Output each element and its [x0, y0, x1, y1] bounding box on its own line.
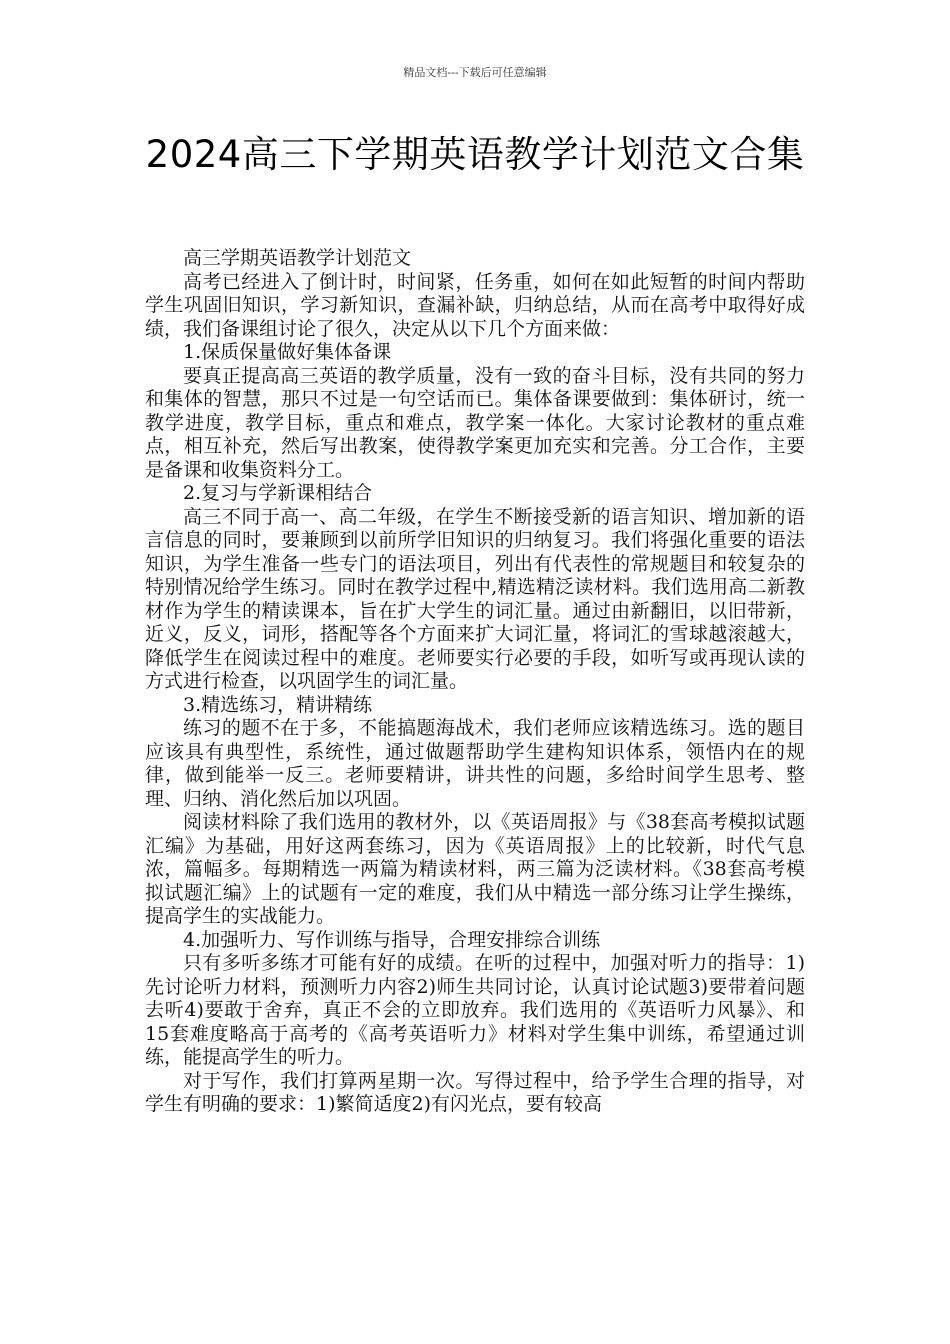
body-paragraph: 高三不同于高一、高二年级，在学生不断接受新的语言知识、增加新的语言信息的同时，要兼顾到以前所学旧知识的归纳复习。我们将强化重要的语法知识，为学生准备一些专门的语法项目，列出有代表性的常规题目和较复杂的特别情况给学生练习。同时在教学过程中,精选精泛读材料。我们选用高二新教材作为学生的精读课本，旨在扩大学生的词汇量。通过由新翻旧，以旧带新，近义，反义，词形，搭配等各个方面来扩大词汇量，将词汇的雪球越滚越大，降低学生在阅读过程中的难度。老师要实行必要的手段，如听写或再现认读的方式进行检查，以巩固学生的词汇量。 — [145, 505, 805, 692]
section-heading: 3.精选练习，精讲精练 — [183, 693, 373, 716]
body-paragraph: 阅读材料除了我们选用的教材外，以《英语周报》与《38套高考模拟试题汇编》为基础，用好这两套练习，因为《英语周报》上的比较新，时代气息浓，篇幅多。每期精选一两篇为精读材料，两三篇为泛读材料。《38套高考模拟试题汇编》上的试题有一定的难度，我们从中精选一部分练习让学生操练，提高学生的实战能力。 — [145, 811, 805, 927]
body-paragraph: 对于写作，我们打算两星期一次。写得过程中，给予学生合理的指导，对学生有明确的要求：1)繁简适度2)有闪光点，要有较高 — [145, 1069, 805, 1115]
body-paragraph: 练习的题不在于多，不能搞题海战术，我们老师应该精选练习。选的题目应该具有典型性，系统性，通过做题帮助学生建构知识体系，领悟内在的规律，做到能举一反三。老师要精讲，讲共性的问题，多给时间学生思考、整理、归纳、消化然后加以巩固。 — [145, 717, 805, 810]
section-heading: 1.保质保量做好集体备课 — [183, 341, 392, 363]
page-header-note: 精品文档---下载后可任意编辑 — [403, 66, 547, 79]
body-paragraph: 只有多听多练才可能有好的成绩。在听的过程中，加强对听力的指导：1)先讨论听力材料，预测听力内容2)师生共同讨论，认真讨论试题3)要带着问题去听4)要敢于舍弃，真正不会的立即放弃。我们选用的《英语听力风暴》、和15套难度略高于高考的《高考英语听力》材料对学生集中训练，希望通过训练，能提高学生的听力。 — [145, 952, 805, 1068]
body-paragraph: 要真正提高高三英语的教学质量，没有一致的奋斗目标，没有共同的努力和集体的智慧，那只不过是一句空话而已。集体备课要做到：集体研讨，统一教学进度，教学目标，重点和难点，教学案一体化。大家讨论教材的重点难点，相互补充，然后写出教案，使得教学案更加充实和完善。分工合作，主要是备课和收集资料分工。 — [145, 364, 805, 481]
body-paragraph: 高考已经进入了倒计时，时间紧，任务重，如何在如此短暂的时间内帮助学生巩固旧知识，学习新知识，查漏补缺，归纳总结，从而在高考中取得好成绩，我们备课组讨论了很久，决定从以下几个方面来做： — [145, 270, 805, 340]
document-title: 2024高三下学期英语教学计划范文合集 — [145, 133, 805, 176]
section-heading: 4.加强听力、写作训练与指导，合理安排综合训练 — [183, 928, 601, 951]
section-heading: 高三学期英语教学计划范文 — [183, 247, 412, 269]
section-heading: 2.复习与学新课相结合 — [183, 482, 373, 504]
document-body — [145, 247, 805, 1117]
